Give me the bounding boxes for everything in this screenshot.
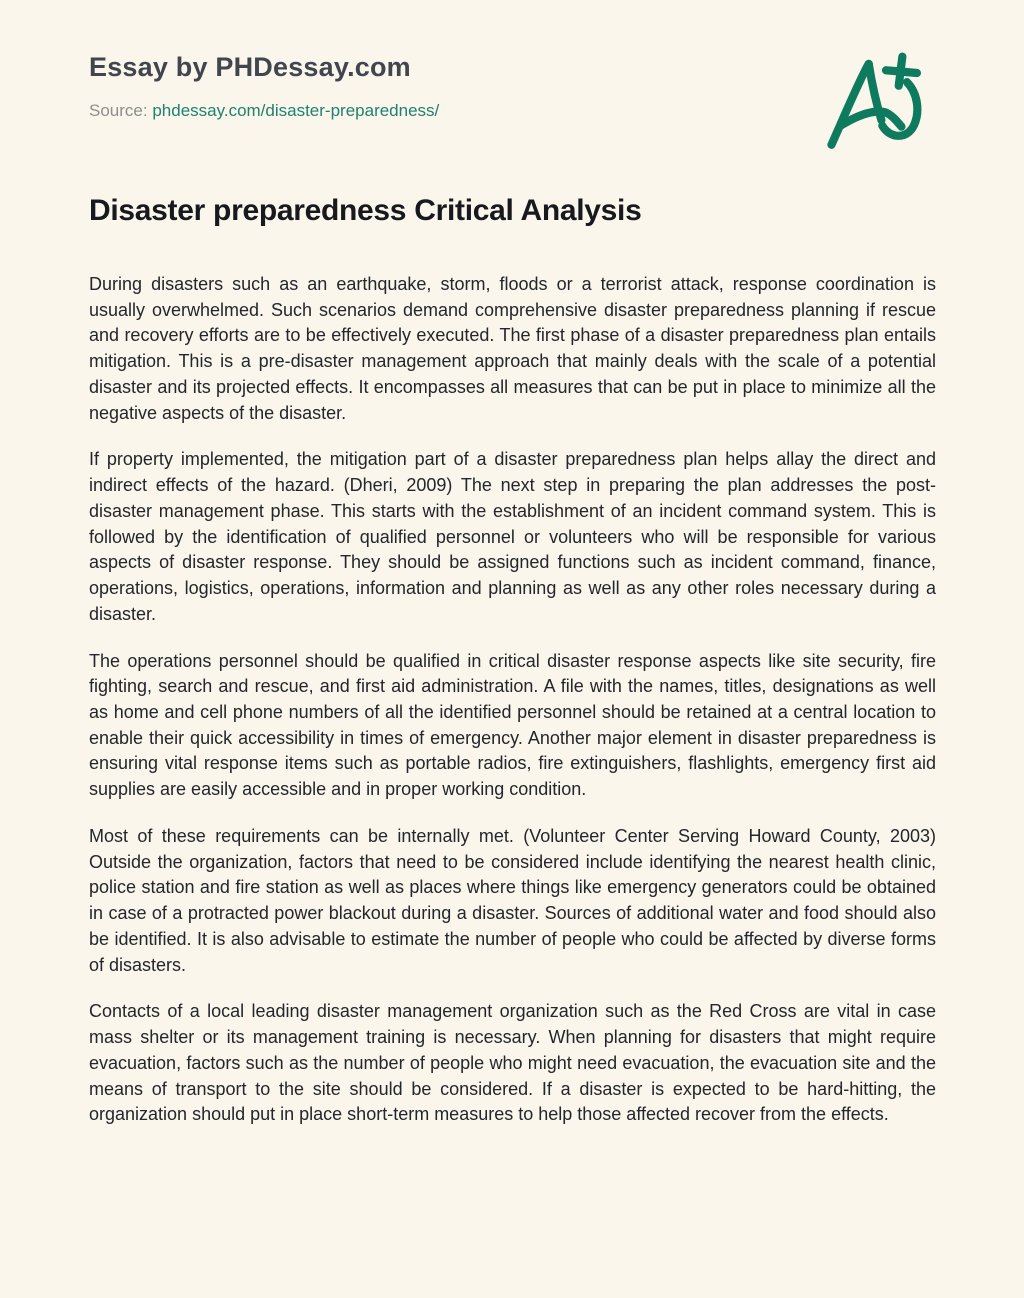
essay-paragraph: If property implemented, the mitigation part of a disaster preparedness plan helps allay the direct and indirect effects of the hazard. (Dheri, 2009) The next step in preparing the plan addresses the post-disaster management phase. This starts with the establishment of an incident command system. This is followed by the identification of qualified personnel or volunteers who will be responsible for various aspects of disaster response. They should be assigned functions such as incident command, finance, operations, logistics, operations, information and planning as well as any other roles necessary during a disaster. xyxy=(89,449,936,624)
page-header xyxy=(89,48,936,158)
source-label: Source: xyxy=(89,101,148,120)
source-link[interactable]: phdessay.com/disaster-preparedness/ xyxy=(152,101,440,120)
source-line xyxy=(89,101,439,121)
a-plus-logo-icon xyxy=(826,48,926,158)
essay-title: Disaster preparedness Critical Analysis xyxy=(89,194,642,227)
header-text-block xyxy=(89,48,439,121)
essay-body xyxy=(89,272,936,1128)
essay-paragraph: Contacts of a local leading disaster management organization such as the Red Cross are vital in case mass shelter or its management training is necessary. When planning for disasters that might require evacuation, factors such as the number of people who might need evacuation, the evacuation site and the means of transport to the site should be considered. If a disaster is expected to be hard-hitting, the organization should put in place short-term measures to help those affected recover from the effects. xyxy=(89,1001,936,1125)
essay-paragraph: Most of these requirements can be internally met. (Volunteer Center Serving Howard County, 2003) Outside the organization, factors that need to be considered include identifying the nearest health clinic, police station and fire station as well as places where things like emergency generators could be obtained in case of a protracted power blackout during a disaster. Sources of additional water and food should also be identified. It is also advisable to estimate the number of people who could be affected by diverse forms of disasters. xyxy=(89,825,936,975)
site-title: Essay by PHDessay.com xyxy=(89,52,411,82)
essay-paragraph: The operations personnel should be qualified in critical disaster response aspects like site security, fire fighting, search and rescue, and first aid administration. A file with the names, titles, designations as well as home and cell phone numbers of all the identified personnel should be retained at a central location to enable their quick accessibility in times of emergency. Another major element in disaster preparedness is ensuring vital response items such as portable radios, fire extinguishers, flashlights, emergency first aid supplies are easily accessible and in proper working condition. xyxy=(89,650,936,800)
essay-paragraph: During disasters such as an earthquake, storm, floods or a terrorist attack, response coordination is usually overwhelmed. Such scenarios demand comprehensive disaster preparedness planning if rescue and recovery efforts are to be effectively executed. The first phase of a disaster preparedness plan entails mitigation. This is a pre-disaster management approach that mainly deals with the scale of a potential disaster and its projected effects. It encompasses all measures that can be put in place to minimize all the negative aspects of the disaster. xyxy=(89,274,936,423)
